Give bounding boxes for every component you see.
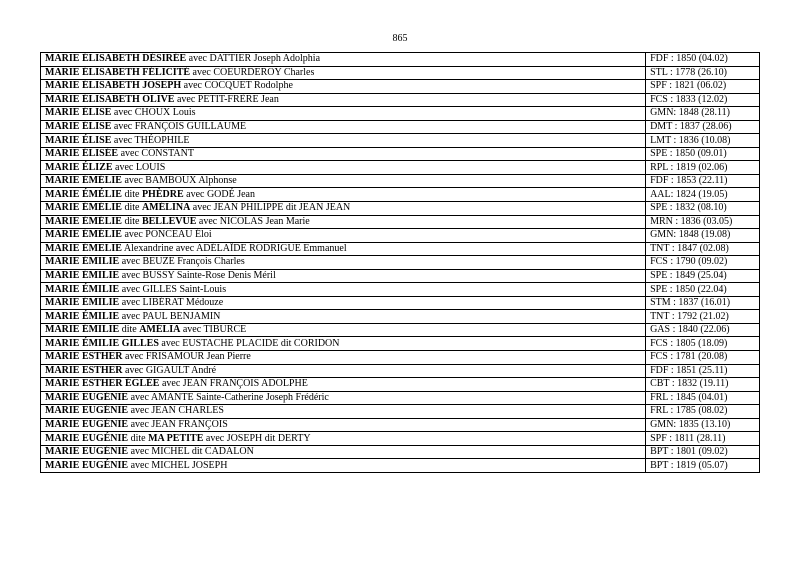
- parish-date-cell: AAL: 1824 (19.05): [646, 188, 760, 202]
- bride-name: MA PETITE: [148, 432, 204, 444]
- parish-date-cell: FCS : 1805 (18.09): [646, 337, 760, 351]
- parish-date-cell: SPF : 1811 (28.11): [646, 432, 760, 446]
- spouse-text: avec TIBURCE: [180, 324, 247, 336]
- parish-date-cell: FRL : 1845 (04.01): [646, 391, 760, 405]
- spouses-cell: [41, 66, 646, 80]
- spouses-cell: [41, 432, 646, 446]
- table-row: [41, 256, 760, 270]
- spouse-text: dite: [121, 188, 142, 200]
- bride-name: MARIE ÉMILIE: [45, 310, 120, 322]
- spouses-cell: [41, 459, 646, 473]
- spouses-cell: [41, 202, 646, 216]
- parish-date-cell: LMT : 1836 (10.08): [646, 134, 760, 148]
- bride-name: MARIE EUGÉNIE: [45, 405, 129, 417]
- spouses-cell: [41, 134, 646, 148]
- parish-date-cell: SPE : 1850 (22.04): [646, 283, 760, 297]
- table-row: [41, 296, 760, 310]
- spouse-text: avec GODÉ Jean: [183, 188, 255, 200]
- bride-name: MARIE ÉLISÉE: [45, 148, 119, 160]
- bride-name: MARIE ESTHER: [45, 364, 123, 376]
- bride-name: MARIE ÉMÉLIE: [45, 188, 122, 200]
- table-row: [41, 188, 760, 202]
- bride-name: MARIE EUGÉNIE: [45, 446, 129, 458]
- table-row: [41, 80, 760, 94]
- spouses-cell: [41, 80, 646, 94]
- parish-date-cell: FCS : 1833 (12.02): [646, 93, 760, 107]
- spouses-cell: [41, 405, 646, 419]
- spouses-cell: [41, 418, 646, 432]
- spouse-text: avec MICHEL JOSEPH: [128, 459, 228, 471]
- parish-date-cell: FCS : 1781 (20.08): [646, 351, 760, 365]
- spouses-cell: [41, 229, 646, 243]
- spouse-text: avec COCQUET Rodolphe: [181, 80, 293, 92]
- bride-name: MARIE ESTHER: [45, 351, 123, 363]
- bride-name: MARIE EUGÉNIE: [45, 432, 129, 444]
- table-row: [41, 107, 760, 121]
- table-row: [41, 364, 760, 378]
- table-row: [41, 134, 760, 148]
- bride-name: MARIE ÉMÉLIE: [45, 215, 122, 227]
- bride-name: PHÈDRE: [141, 188, 184, 200]
- spouse-text: avec COEURDEROY Charles: [190, 66, 315, 78]
- parish-date-cell: TNT : 1792 (21.02): [646, 310, 760, 324]
- page-number: 865: [392, 33, 408, 44]
- spouse-text: dite: [121, 202, 142, 214]
- spouses-cell: [41, 147, 646, 161]
- spouse-text: avec LIBÉRAT Médouze: [119, 297, 224, 309]
- spouse-text: avec JEAN PHILIPPE dit JEAN JEAN: [190, 202, 351, 214]
- bride-name: BELLEVUE: [141, 215, 197, 227]
- table-row: [41, 323, 760, 337]
- spouses-cell: [41, 269, 646, 283]
- bride-name: MARIE EUGÉNIE: [45, 419, 129, 431]
- spouses-cell: [41, 296, 646, 310]
- spouse-text: dite: [128, 432, 149, 444]
- bride-name: MARIE ÉMELIE: [45, 242, 122, 254]
- parish-date-cell: BPT : 1819 (05.07): [646, 459, 760, 473]
- bride-name: MARIE ÉLISABETH FÉLICITÉ: [45, 66, 191, 78]
- parish-date-cell: STM : 1837 (16.01): [646, 296, 760, 310]
- parish-date-cell: FDF : 1850 (04.02): [646, 53, 760, 67]
- spouse-text: avec PONCEAU Éloi: [121, 229, 212, 241]
- parish-date-cell: TNT : 1847 (02.08): [646, 242, 760, 256]
- spouse-text: avec NICOLAS Jean Marie: [196, 215, 310, 227]
- parish-date-cell: STL : 1778 (26.10): [646, 66, 760, 80]
- bride-name: MARIE ÉLISE: [45, 134, 112, 146]
- table-row: [41, 161, 760, 175]
- spouses-cell: [41, 337, 646, 351]
- spouses-cell: [41, 351, 646, 365]
- spouses-cell: [41, 53, 646, 67]
- parish-date-cell: SPE : 1832 (08.10): [646, 202, 760, 216]
- spouse-text: avec JEAN CHARLES: [128, 405, 224, 417]
- spouse-text: avec BEUZE François Charles: [119, 256, 245, 268]
- bride-name: MARIE ÉMILIE: [45, 270, 120, 282]
- spouses-cell: [41, 161, 646, 175]
- spouse-text: avec PAUL BENJAMIN: [119, 310, 221, 322]
- spouse-text: avec PETIT-FRÈRE Jean: [174, 93, 279, 105]
- spouses-cell: [41, 215, 646, 229]
- parish-date-cell: FDF : 1851 (25.11): [646, 364, 760, 378]
- spouse-text: avec BAMBOUX Alphonse: [121, 175, 237, 187]
- parish-date-cell: FRL : 1785 (08.02): [646, 405, 760, 419]
- table-row: [41, 351, 760, 365]
- table-row: [41, 120, 760, 134]
- spouse-text: dite: [119, 324, 140, 336]
- parish-date-cell: FCS : 1790 (09.02): [646, 256, 760, 270]
- table-row: [41, 283, 760, 297]
- bride-name: MARIE ÉMÉLIE: [45, 175, 122, 187]
- parish-date-cell: DMT : 1837 (28.06): [646, 120, 760, 134]
- bride-name: MARIE ÉLISABETH DÉSIRÉE: [45, 53, 187, 65]
- bride-name: MARIE EUGÉNIE: [45, 391, 129, 403]
- spouse-text: avec AMANTE Sainte-Catherine Joseph Frédéric: [128, 391, 329, 403]
- table-row: [41, 174, 760, 188]
- spouses-cell: [41, 283, 646, 297]
- spouse-text: avec JEAN FRANÇOIS: [128, 419, 228, 431]
- spouse-text: avec BUSSY Sainte-Rose Denis Méril: [119, 270, 276, 282]
- spouses-cell: [41, 93, 646, 107]
- spouse-text: avec CHOUX Louis: [111, 107, 196, 119]
- bride-name: MARIE ÉLIZE: [45, 161, 113, 173]
- table-row: [41, 269, 760, 283]
- parish-date-cell: SPF : 1821 (06.02): [646, 80, 760, 94]
- parish-date-cell: BPT : 1801 (09.02): [646, 445, 760, 459]
- table-row: [41, 391, 760, 405]
- spouse-text: avec MICHEL dit CADALON: [128, 446, 254, 458]
- bride-name: AMÉLINA: [141, 202, 191, 214]
- bride-name: MARIE ÉLISABETH OLIVE: [45, 93, 175, 105]
- table-row: [41, 202, 760, 216]
- spouse-text: avec CONSTANT: [118, 148, 194, 160]
- spouses-cell: [41, 445, 646, 459]
- bride-name: MARIE ÉLISE: [45, 107, 112, 119]
- table-row: [41, 432, 760, 446]
- bride-name: MARIE ÉMILIE: [45, 283, 120, 295]
- spouse-text: dite: [121, 215, 142, 227]
- bride-name: MARIE ESTHER ÉGLÉE: [45, 378, 160, 390]
- marriage-register-table: [40, 52, 760, 473]
- table-row: [41, 418, 760, 432]
- spouses-cell: [41, 323, 646, 337]
- spouses-cell: [41, 120, 646, 134]
- register-body: [41, 53, 760, 473]
- spouse-text: avec JEAN FRANÇOIS ADOLPHE: [159, 378, 308, 390]
- table-row: [41, 215, 760, 229]
- table-row: [41, 337, 760, 351]
- table-row: [41, 405, 760, 419]
- spouses-cell: [41, 256, 646, 270]
- spouses-cell: [41, 242, 646, 256]
- spouse-text: avec FRANÇOIS GUILLAUME: [111, 121, 247, 132]
- parish-date-cell: SPE : 1849 (25.04): [646, 269, 760, 283]
- table-row: [41, 445, 760, 459]
- spouse-text: avec EUSTACHE PLACIDE dit CORIDON: [158, 337, 340, 349]
- bride-name: MARIE ÉMÉLIE: [45, 202, 122, 214]
- parish-date-cell: SPE : 1850 (09.01): [646, 147, 760, 161]
- spouses-cell: [41, 364, 646, 378]
- bride-name: MARIE ÉMILIE: [45, 256, 120, 268]
- spouse-text: avec LOUIS: [112, 161, 166, 173]
- table-row: [41, 378, 760, 392]
- table-row: [41, 229, 760, 243]
- table-row: [41, 93, 760, 107]
- parish-date-cell: GMN: 1848 (28.11): [646, 107, 760, 121]
- parish-date-cell: CBT : 1832 (19.11): [646, 378, 760, 392]
- spouses-cell: [41, 378, 646, 392]
- spouse-text: avec FRISAMOUR Jean Pierre: [122, 351, 251, 363]
- bride-name: MARIE ÉLISABETH JOSEPH: [45, 80, 182, 92]
- bride-name: MARIE ÉMILIE GILLES: [45, 337, 159, 349]
- table-row: [41, 242, 760, 256]
- spouse-text: avec THÉOPHILE: [111, 134, 190, 146]
- spouse-text: avec GIGAULT André: [122, 364, 217, 376]
- spouses-cell: [41, 107, 646, 121]
- parish-date-cell: FDF : 1853 (22.11): [646, 174, 760, 188]
- table-row: [41, 53, 760, 67]
- bride-name: MARIE ÉLISE: [45, 121, 112, 132]
- parish-date-cell: MRN : 1836 (03.05): [646, 215, 760, 229]
- table-row: [41, 66, 760, 80]
- bride-name: AMÉLIA: [139, 324, 181, 336]
- spouse-text: avec JOSEPH dit DERTY: [203, 432, 311, 444]
- spouse-text: avec DATTIER Joseph Adolphia: [186, 53, 321, 65]
- spouses-cell: [41, 310, 646, 324]
- spouses-cell: [41, 188, 646, 202]
- spouses-cell: [41, 391, 646, 405]
- spouses-cell: [41, 174, 646, 188]
- spouse-text: avec GILLES Saint-Louis: [119, 283, 227, 295]
- spouse-text: Alexandrine avec ADÉLAÏDE RODRIGUE Emmanuel: [121, 242, 347, 254]
- bride-name: MARIE ÉMÉLIE: [45, 229, 122, 241]
- parish-date-cell: GAS : 1840 (22.06): [646, 323, 760, 337]
- parish-date-cell: RPL : 1819 (02.06): [646, 161, 760, 175]
- table-row: [41, 147, 760, 161]
- bride-name: MARIE ÉMILIE: [45, 324, 120, 336]
- bride-name: MARIE ÉMILIE: [45, 297, 120, 309]
- bride-name: MARIE EUGÉNIE: [45, 459, 129, 471]
- parish-date-cell: GMN: 1835 (13.10): [646, 418, 760, 432]
- table-row: [41, 459, 760, 473]
- parish-date-cell: GMN: 1848 (19.08): [646, 229, 760, 243]
- table-row: [41, 310, 760, 324]
